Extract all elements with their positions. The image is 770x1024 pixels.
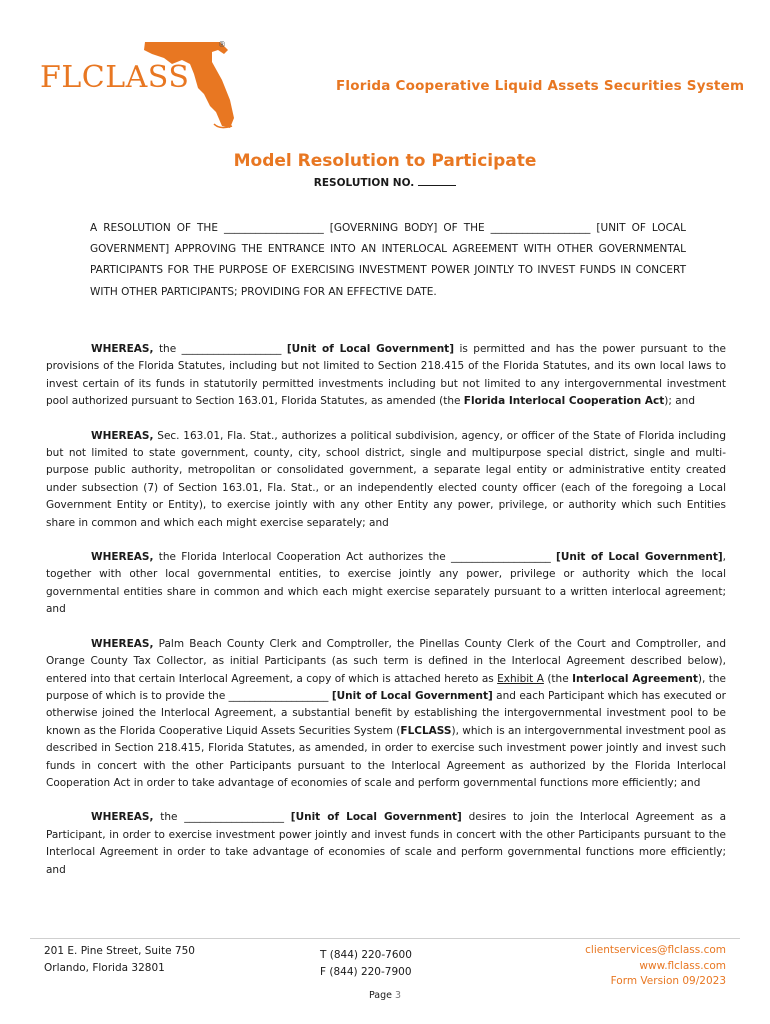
whereas-paragraph-4 xyxy=(46,636,726,793)
footer-address xyxy=(44,943,195,977)
whereas-label: WHEREAS, xyxy=(91,637,154,650)
website-link[interactable]: www.flclass.com xyxy=(639,959,726,972)
address-line-1: 201 E. Pine Street, Suite 750 xyxy=(44,945,195,957)
page-number-value: 3 xyxy=(394,990,402,1001)
document-title: Model Resolution to Participate xyxy=(233,151,537,171)
footer xyxy=(0,930,770,1024)
p1-text-a: the ___________________ xyxy=(153,343,287,355)
p4-text-f: and each Participant which has executed or otherwise joined the Interlocal Agreement, a substantial benefit by establishing the intergovernmental investment pool to be known as the Florida Cooperative Liquid Assets Securities System ( xyxy=(46,689,726,737)
resolution-label: RESOLUTION NO. xyxy=(313,177,415,189)
whereas-label: WHEREAS, xyxy=(91,343,154,355)
p2-text: Sec. 163.01, Fla. Stat., authorizes a political subdivision, agency, or officer of the State of Florida including but not limited to state government, county, city, school district, single and multipurpose special district, single and multi-purpose public authority, metropolitan or consolidated government, a separate legal entity or administrative entity created under subsection (7) of Section 163.01, Fla. Stat., or an independently elected county officer (each of the foregoing a Local Government Entity or Entity), to exercise jointly with any other Entity any power, privilege, or authority which such Entities share in common and which each might exercise separately; and xyxy=(46,429,726,529)
p4-flclass: FLCLASS xyxy=(400,724,452,737)
whereas-paragraph-1 xyxy=(46,341,726,411)
p5-text-c: desires to join the Interlocal Agreement as a Participant, in order to exercise investment power jointly and invest funds in concert with the other Participants pursuant to the Interlocal Agreement in order to take advantage of economies of scale and perform governmental functions more efficiently; and xyxy=(46,811,727,876)
p5-unit-placeholder: [Unit of Local Government] xyxy=(290,811,462,824)
address-line-2: Orlando, Florida 32801 xyxy=(44,962,165,974)
p1-act-name: Florida Interlocal Cooperation Act xyxy=(463,395,665,408)
footer-contact xyxy=(585,943,726,990)
exhibit-a-reference: Exhibit A xyxy=(497,672,544,685)
p4-text-h: ), which is an intergovernmental investment pool as described in Section 218.415, Florida Statutes, as amended, in order to exercise such investment power jointly and invest such funds in concert with the other Participants pursuant to the Interlocal Agreement as authorized by the Florida Interlocal Cooperation Act in order to take advantage of economies of scale and perform governmental functions more efficiently; and xyxy=(46,724,726,789)
whereas-paragraph-5 xyxy=(46,809,726,879)
preamble xyxy=(90,218,686,303)
p1-text-c: is permitted and has the power pursuant to the provisions of the Florida Statutes, including but not limited to Section 218.415 of the Florida Statutes, and its own local laws to invest certain of its funds in statutorily permitted investments including but not limited to any intergovernmental investment pool authorized pursuant to Section 163.01, Florida Statutes, as amended (the xyxy=(46,343,726,408)
p4-text-a: Palm Beach County Clerk and Comptroller, the Pinellas County Clerk of the Court and Comptroller, and Orange County Tax Collector, as initial Participants (as such term is defined in the Interlocal Agreement described below), entered into that certain Interlocal Agreement, a copy of which is attached hereto as xyxy=(46,637,726,685)
footer-phone xyxy=(320,947,412,981)
resolution-number xyxy=(0,177,770,189)
p3-text-c: , together with other local governmental entities, to exercise jointly any power, privilege or authority which the local governmental entities share in common and which each might exercise separately pursuant to a written interlocal agreement; and xyxy=(46,551,726,616)
p4-unit-placeholder: [Unit of Local Government] xyxy=(331,689,493,702)
email-link[interactable]: clientservices@flclass.com xyxy=(585,944,726,956)
p3-unit-placeholder: [Unit of Local Government] xyxy=(556,551,723,564)
whereas-label: WHEREAS, xyxy=(91,551,154,564)
registered-mark: ® xyxy=(218,40,226,49)
fax-number: F (844) 220-7900 xyxy=(320,966,412,978)
p3-text-a: the Florida Interlocal Cooperation Act authorizes the ___________________ xyxy=(153,551,557,564)
p4-interlocal-agreement: Interlocal Agreement xyxy=(572,672,698,685)
p4-text-d: ), the purpose of which is to provide the ___________________ xyxy=(46,672,727,702)
page-number xyxy=(0,990,770,1001)
whereas-clauses xyxy=(46,341,726,879)
org-name: Florida Cooperative Liquid Assets Securities System xyxy=(336,78,745,94)
footer-divider xyxy=(30,938,740,939)
phone-number: T (844) 220-7600 xyxy=(320,949,412,961)
whereas-paragraph-3 xyxy=(46,549,726,619)
whereas-label: WHEREAS, xyxy=(91,429,154,442)
p1-text-e: ); and xyxy=(664,395,695,408)
p4-text-b: (the xyxy=(543,672,573,685)
logo-text-accent: FL xyxy=(40,60,82,95)
form-version: Form Version 09/2023 xyxy=(610,975,726,987)
resolution-number-blank xyxy=(418,185,456,186)
preamble-text: A RESOLUTION OF THE ___________________ [GOVERNING BODY] OF THE ___________________ [UNIT OF LOCAL GOVERNMENT] APPROVING THE ENTRANCE INTO AN INTERLOCAL AGREEMENT WITH OTHER GOVERNMENTAL PARTICIPANTS FOR THE PURPOSE OF EXERCISING INVESTMENT POWER JOINTLY TO INVEST FUNDS IN CONCERT WITH OTHER PARTICIPANTS; PROVIDING FOR AN EFFECTIVE DATE. xyxy=(90,222,686,298)
logo-text-rest: CLASS xyxy=(81,60,190,95)
whereas-paragraph-2 xyxy=(46,428,726,532)
page-label: Page xyxy=(368,990,392,1001)
p5-text-a: the ___________________ xyxy=(153,811,291,824)
whereas-label: WHEREAS, xyxy=(91,811,154,824)
flclass-logo xyxy=(40,60,189,95)
p1-unit-placeholder: [Unit of Local Government] xyxy=(286,343,454,355)
